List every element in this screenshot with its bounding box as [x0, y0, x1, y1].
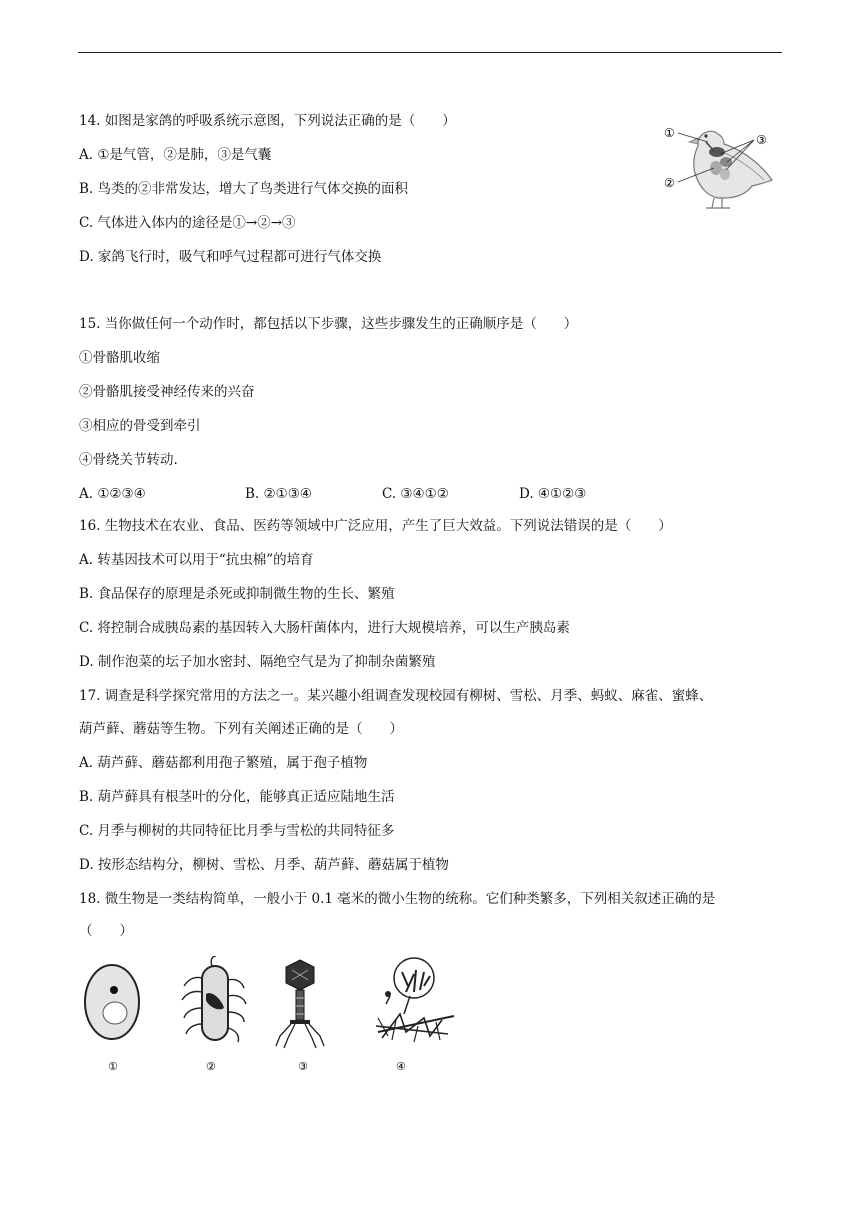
q17-option-a: A. 葫芦藓、蘑菇都利用孢子繁殖，属于孢子植物	[79, 755, 368, 771]
microbe-label-4: ④	[396, 1060, 406, 1073]
q15-step-3: ③相应的骨受到牵引	[79, 418, 201, 434]
microorganisms-figure	[78, 956, 470, 1078]
yeast-cell-icon	[85, 965, 139, 1039]
q15-step-1: ①骨骼肌收缩	[79, 350, 160, 366]
figure-label-1: ①	[664, 126, 675, 140]
q15-stem: 15. 当你做任何一个动作时，都包括以下步骤，这些步骤发生的正确顺序是（ ）	[79, 316, 578, 332]
q16-option-d: D. 制作泡菜的坛子加水密封、隔绝空气是为了抑制杂菌繁殖	[79, 654, 436, 670]
microbe-label-2: ②	[206, 1060, 216, 1073]
mold-icon	[376, 958, 454, 1042]
bacterium-icon	[182, 956, 246, 1042]
q14-option-a: A. ①是气管，②是肺，③是气囊	[79, 147, 272, 163]
microbe-label-1: ①	[108, 1060, 118, 1073]
q17-option-b: B. 葫芦藓具有根茎叶的分化，能够真正适应陆地生活	[79, 789, 395, 805]
figure-label-2: ②	[664, 176, 675, 190]
q17-stem-line-2: 葫芦藓、蘑菇等生物。下列有关阐述正确的是（ ）	[79, 721, 403, 737]
q14-option-b: B. 鸟类的②非常发达，增大了鸟类进行气体交换的面积	[79, 181, 409, 197]
q16-stem: 16. 生物技术在农业、食品、医药等领域中广泛应用，产生了巨大效益。下列说法错误的是（ ）	[79, 518, 672, 534]
q15-step-2: ②骨骼肌接受神经传来的兴奋	[79, 384, 255, 400]
q18-stem-line-1: 18. 微生物是一类结构简单，一般小于 0.1 毫米的微小生物的统称。它们种类繁多，下列相关叙述正确的是	[79, 891, 716, 907]
q17-stem-line-1: 17. 调查是科学探究常用的方法之一。某兴趣小组调查发现校园有柳树、雪松、月季、蚂蚁、麻雀、蜜蜂、	[79, 688, 713, 704]
q14-option-d: D. 家鸽飞行时，吸气和呼气过程都可进行气体交换	[79, 249, 382, 265]
q14-option-c: C. 气体进入体内的途径是①→②→③	[79, 215, 296, 231]
header-rule	[78, 52, 782, 53]
microbe-label-3: ③	[298, 1060, 308, 1073]
q16-option-c: C. 将控制合成胰岛素的基因转入大肠杆菌体内，进行大规模培养，可以生产胰岛素	[79, 620, 570, 636]
q15-option-b: B. ②①③④	[245, 486, 312, 502]
q16-option-a: A. 转基因技术可以用于“抗虫棉”的培育	[79, 552, 314, 568]
q15-option-a: A. ①②③④	[79, 486, 146, 502]
q17-option-d: D. 按形态结构分，柳树、雪松、月季、葫芦藓、蘑菇属于植物	[79, 857, 449, 873]
q15-option-c: C. ③④①②	[382, 486, 449, 502]
q14-stem: 14. 如图是家鸽的呼吸系统示意图，下列说法正确的是（ ）	[79, 113, 456, 129]
q17-option-c: C. 月季与柳树的共同特征比月季与雪松的共同特征多	[79, 823, 395, 839]
bacteriophage-icon	[276, 960, 324, 1048]
q18-stem-line-2: （ ）	[79, 923, 133, 939]
figure-label-3: ③	[756, 133, 767, 147]
q16-option-b: B. 食品保存的原理是杀死或抑制微生物的生长、繁殖	[79, 586, 395, 602]
pigeon-respiratory-figure	[656, 118, 778, 212]
q15-option-d: D. ④①②③	[519, 486, 587, 502]
q15-step-4: ④骨绕关节转动.	[79, 452, 178, 468]
